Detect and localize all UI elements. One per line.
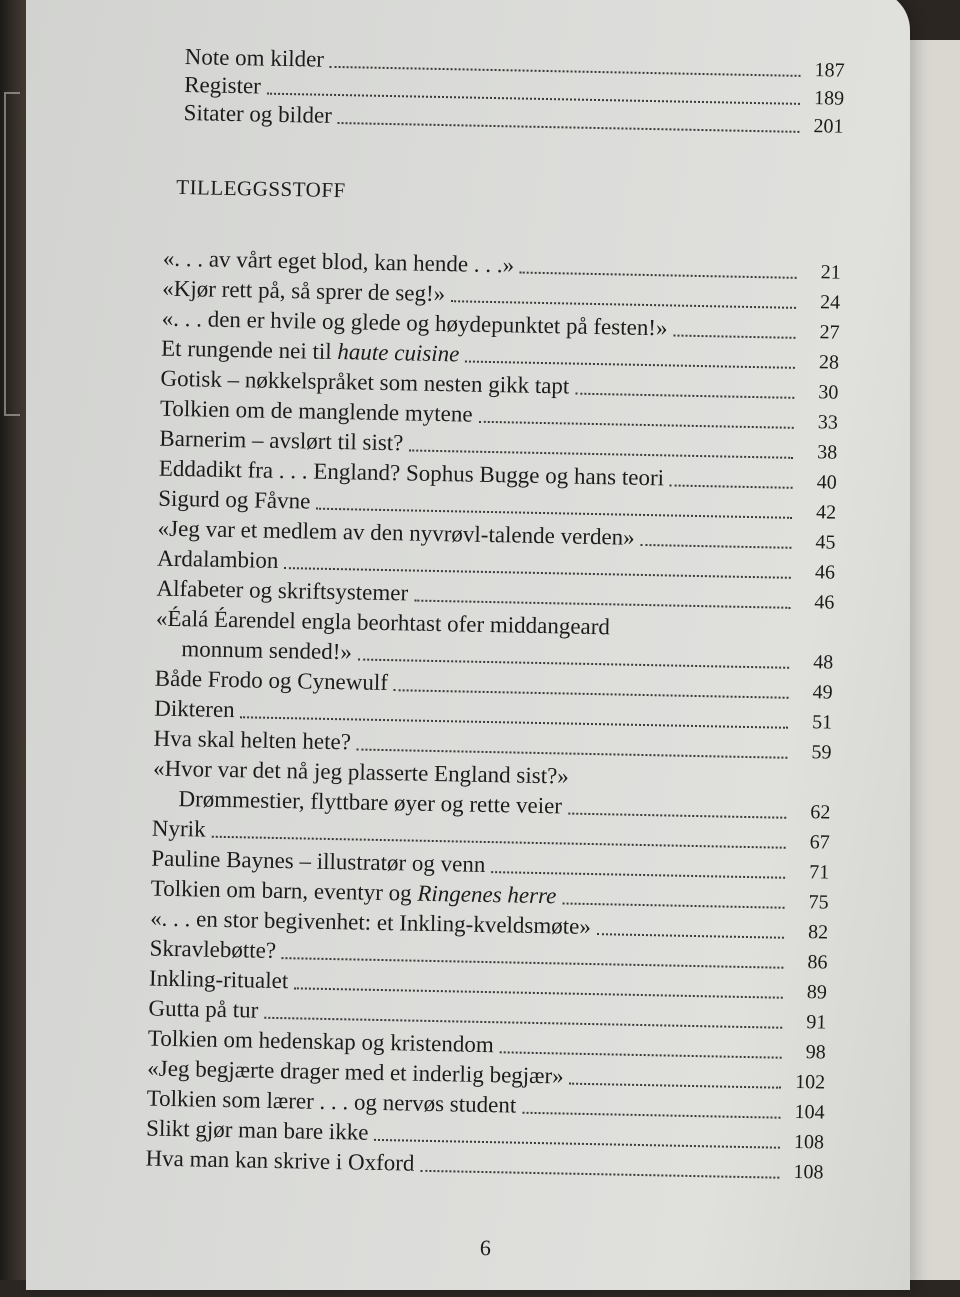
toc-entry: «Jeg begjærte drager med et inderlig begjær» 102 (147, 1055, 826, 1094)
toc-entry: Sitater og bilder 201 (183, 100, 844, 138)
toc-entry: monnum sended!» 48 (181, 636, 834, 674)
section-heading: TILLEGGSSTOFF (176, 174, 346, 203)
toc-entry: Både Frodo og Cynewulf 49 (154, 665, 833, 704)
toc-entry: Alfabeter og skriftsystemer 46 (156, 575, 835, 614)
toc-entry: «. . . en stor begivenhet: et Inkling-kveldsmøte» 82 (149, 905, 829, 944)
toc-entry: Pauline Baynes – illustratør og venn 71 (151, 845, 830, 884)
toc-entry: «Kjør rett på, så sprer de seg!» 24 (162, 275, 841, 314)
toc-entry: «Jeg var et medlem av den nyvrøvl-talende verden» 45 (157, 515, 836, 554)
toc-entry: Nyrik 67 (151, 815, 830, 854)
toc-entry: Tolkien om barn, eventyr og Ringenes herre 75 (150, 875, 829, 914)
toc-entry: Hva man kan skrive i Oxford 108 (145, 1145, 824, 1184)
table-of-contents (1, 0, 910, 1297)
toc-entry: «. . . av vårt eget blod, kan hende . . .» 21 (162, 245, 841, 284)
toc-entry: Barnerim – avslørt til sist? 38 (159, 425, 838, 464)
toc-entry: Slikt gjør man bare ikke 108 (145, 1115, 825, 1154)
toc-entry: Hva skal helten hete? 59 (153, 725, 832, 764)
toc-entry: Gotisk – nøkkelspråket som nesten gikk tapt 30 (160, 365, 839, 404)
toc-entry: Gutta på tur 91 (148, 995, 827, 1034)
toc-entry-first-line: «Hvor var det nå jeg plasserte England sist?» (152, 755, 570, 789)
toc-entry: Skravlebøtte? 86 (149, 935, 828, 974)
toc-entry: Ardalambion 46 (156, 545, 836, 584)
toc-entry: Tolkien som lærer . . . og nervøs student 104 (146, 1085, 825, 1124)
page-number: 6 (479, 1234, 492, 1261)
toc-entry: Register 189 (183, 72, 845, 110)
toc-entry: Tolkien om de manglende mytene 33 (159, 395, 839, 434)
toc-entry: Et rungende nei til haute cuisine 28 (160, 335, 840, 374)
book-page (26, 0, 910, 1290)
toc-entry: Drømmestier, flyttbare øyer og rette veier 62 (178, 786, 831, 824)
toc-entry: Dikteren 51 (153, 695, 833, 734)
toc-entry: Sigurd og Fåvne 42 (158, 485, 837, 524)
cover-frame (4, 92, 20, 416)
toc-entry: Inkling-ritualet 89 (148, 965, 828, 1004)
toc-entry: «. . . den er hvile og glede og høydepunktet på festen!» 27 (161, 305, 840, 344)
toc-entry-first-line: «Éalá Éarendel engla beorhtast ofer middangeard (155, 605, 611, 640)
toc-entry: Eddadikt fra . . . England? Sophus Bugge og hans teori 40 (158, 455, 837, 494)
toc-entry: Note om kilder 187 (184, 44, 845, 82)
toc-entry: Tolkien om hedenskap og kristendom 98 (147, 1025, 826, 1064)
